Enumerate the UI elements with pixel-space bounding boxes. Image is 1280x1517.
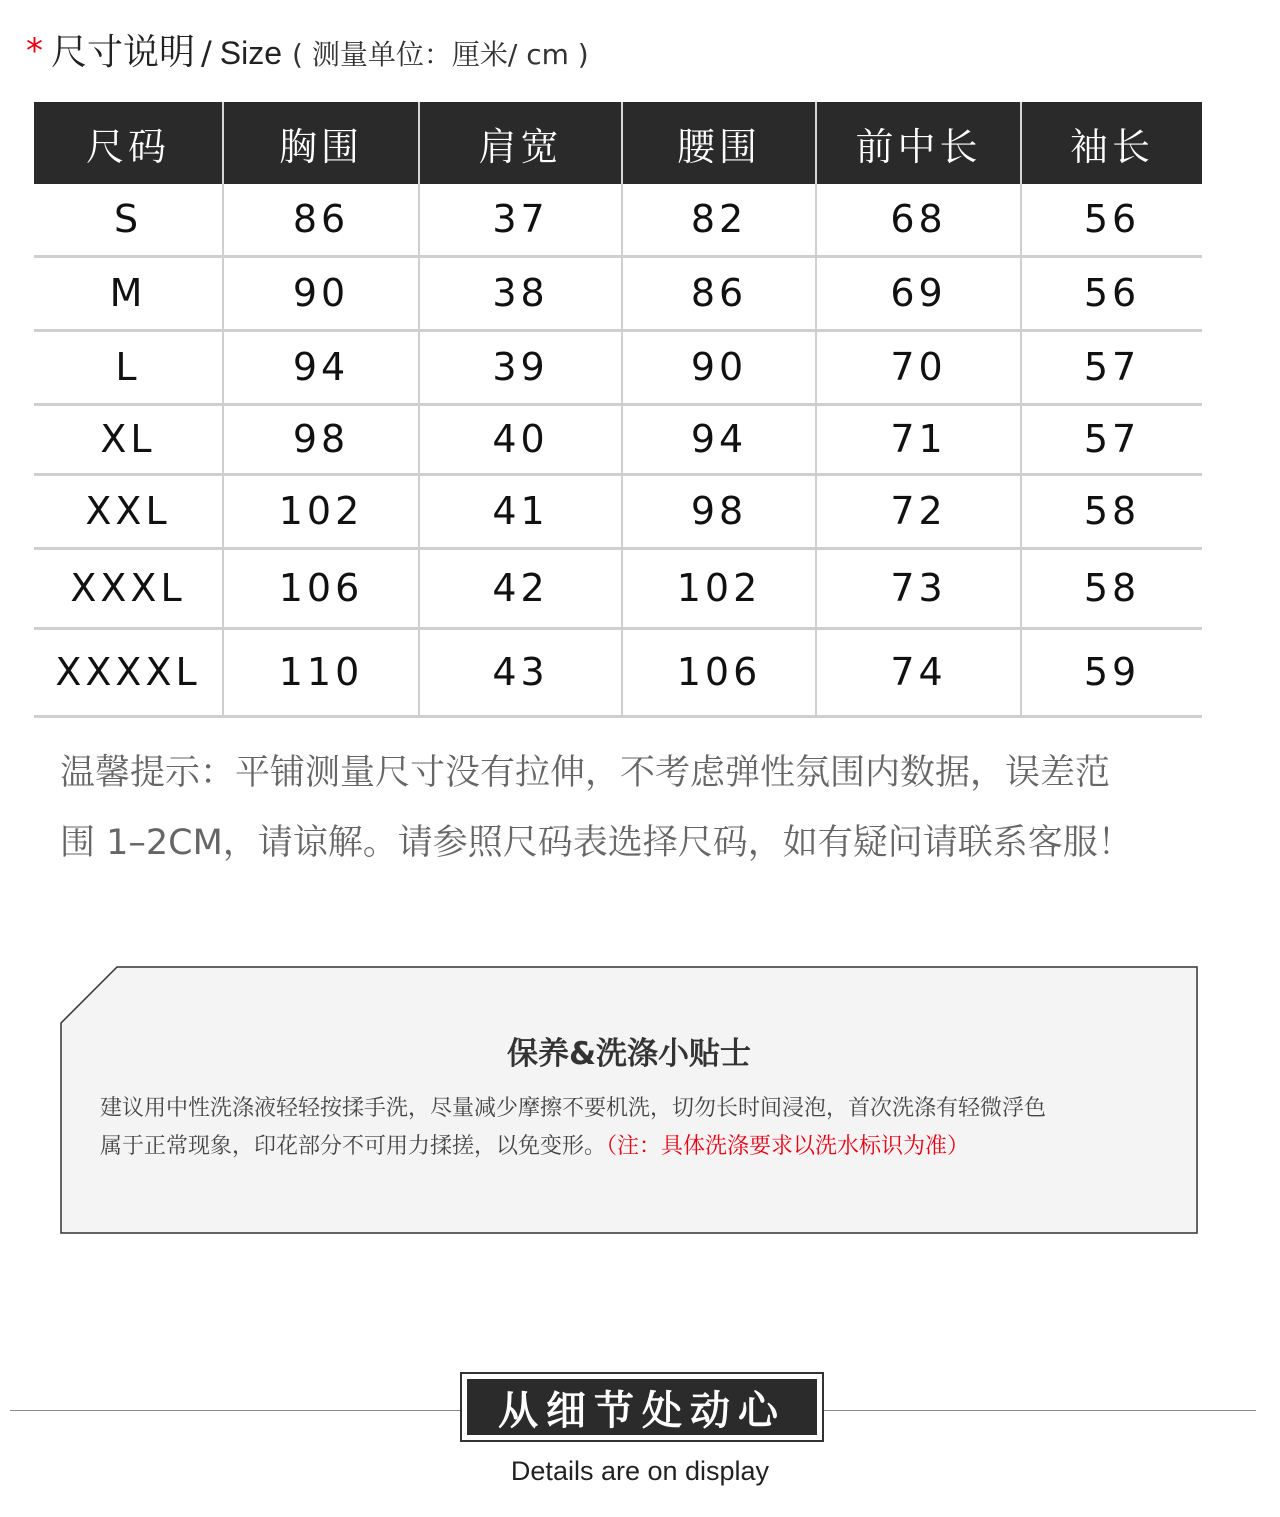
table-cell: 69 [816,256,1021,330]
heading-title-en: Size [219,35,283,71]
table-cell: 43 [419,628,622,716]
table-cell: 98 [223,404,419,474]
care-body [100,1090,1168,1166]
table-cell: XL [34,404,223,474]
heading-separator: / [201,34,212,72]
table-cell: 90 [223,256,419,330]
table-cell: 56 [1021,184,1202,256]
detail-subtitle: Details are on display [510,1456,770,1486]
table-cell: 106 [223,548,419,628]
table-cell: 86 [223,184,419,256]
table-cell: 70 [816,330,1021,404]
table-cell: 106 [622,628,816,716]
table-cell: 102 [622,548,816,628]
col-shoulder: 肩宽 [419,102,622,184]
table-cell: 41 [419,474,622,548]
table-cell: M [34,256,223,330]
detail-banner-text: 从细节处动心 [467,1379,817,1435]
table-cell: L [34,330,223,404]
size-table [34,102,1202,718]
table-cell: 57 [1021,404,1202,474]
table-cell: 58 [1021,474,1202,548]
table-row [34,548,1202,628]
heading-title: 尺寸说明 [51,32,196,73]
table-cell: 37 [419,184,622,256]
warm-tip [60,738,1200,878]
care-tips-box [60,966,1198,1234]
col-sleeve: 袖长 [1021,102,1202,184]
detail-banner [460,1372,824,1442]
table-cell: 73 [816,548,1021,628]
care-title: 保养&洗涤小贴士 [506,1036,752,1072]
table-row [34,474,1202,548]
table-cell: 71 [816,404,1021,474]
col-chest: 胸围 [223,102,419,184]
table-cell: 58 [1021,548,1202,628]
table-cell: 110 [223,628,419,716]
table-cell: 39 [419,330,622,404]
asterisk-icon: * [26,31,43,71]
table-cell: 82 [622,184,816,256]
table-row [34,184,1202,256]
table-header-row [34,102,1202,184]
care-line: 建议用中性洗涤液轻轻按揉手洗，尽量减少摩擦不要机洗，切勿长时间浸泡，首次洗涤有轻微浮色 [100,1096,1047,1121]
table-cell: 98 [622,474,816,548]
col-size: 尺码 [34,102,223,184]
table-cell: 38 [419,256,622,330]
table-cell: 94 [223,330,419,404]
table-cell: XXXL [34,548,223,628]
table-cell: 57 [1021,330,1202,404]
table-cell: XXXXL [34,628,223,716]
table-cell: 59 [1021,628,1202,716]
table-cell: 74 [816,628,1021,716]
table-cell: XXL [34,474,223,548]
col-front-length: 前中长 [816,102,1021,184]
table-row [34,330,1202,404]
table-row [34,628,1202,716]
care-line-2 [100,1128,1168,1166]
warm-tip-line: 围 1–2CM，请谅解。请参照尺码表选择尺码，如有疑问请联系客服！ [60,823,1133,863]
table-cell: S [34,184,223,256]
table-cell: 56 [1021,256,1202,330]
table-cell: 102 [223,474,419,548]
table-row [34,256,1202,330]
size-heading [26,24,589,80]
heading-unit: ( 测量单位：厘米/ cm ) [292,38,589,71]
care-note: （注：具体洗涤要求以洗水标识为准） [606,1134,970,1159]
table-cell: 86 [622,256,816,330]
table-cell: 90 [622,330,816,404]
col-waist: 腰围 [622,102,816,184]
warm-tip-line: 温馨提示：平铺测量尺寸没有拉伸，不考虑弹性氛围内数据，误差范 [60,753,1111,793]
table-cell: 94 [622,404,816,474]
table-cell: 72 [816,474,1021,548]
table-cell: 40 [419,404,622,474]
table-cell: 68 [816,184,1021,256]
care-line-text: 属于正常现象，印花部分不可用力揉搓，以免变形。 [100,1134,607,1159]
table-row [34,404,1202,474]
table-cell: 42 [419,548,622,628]
